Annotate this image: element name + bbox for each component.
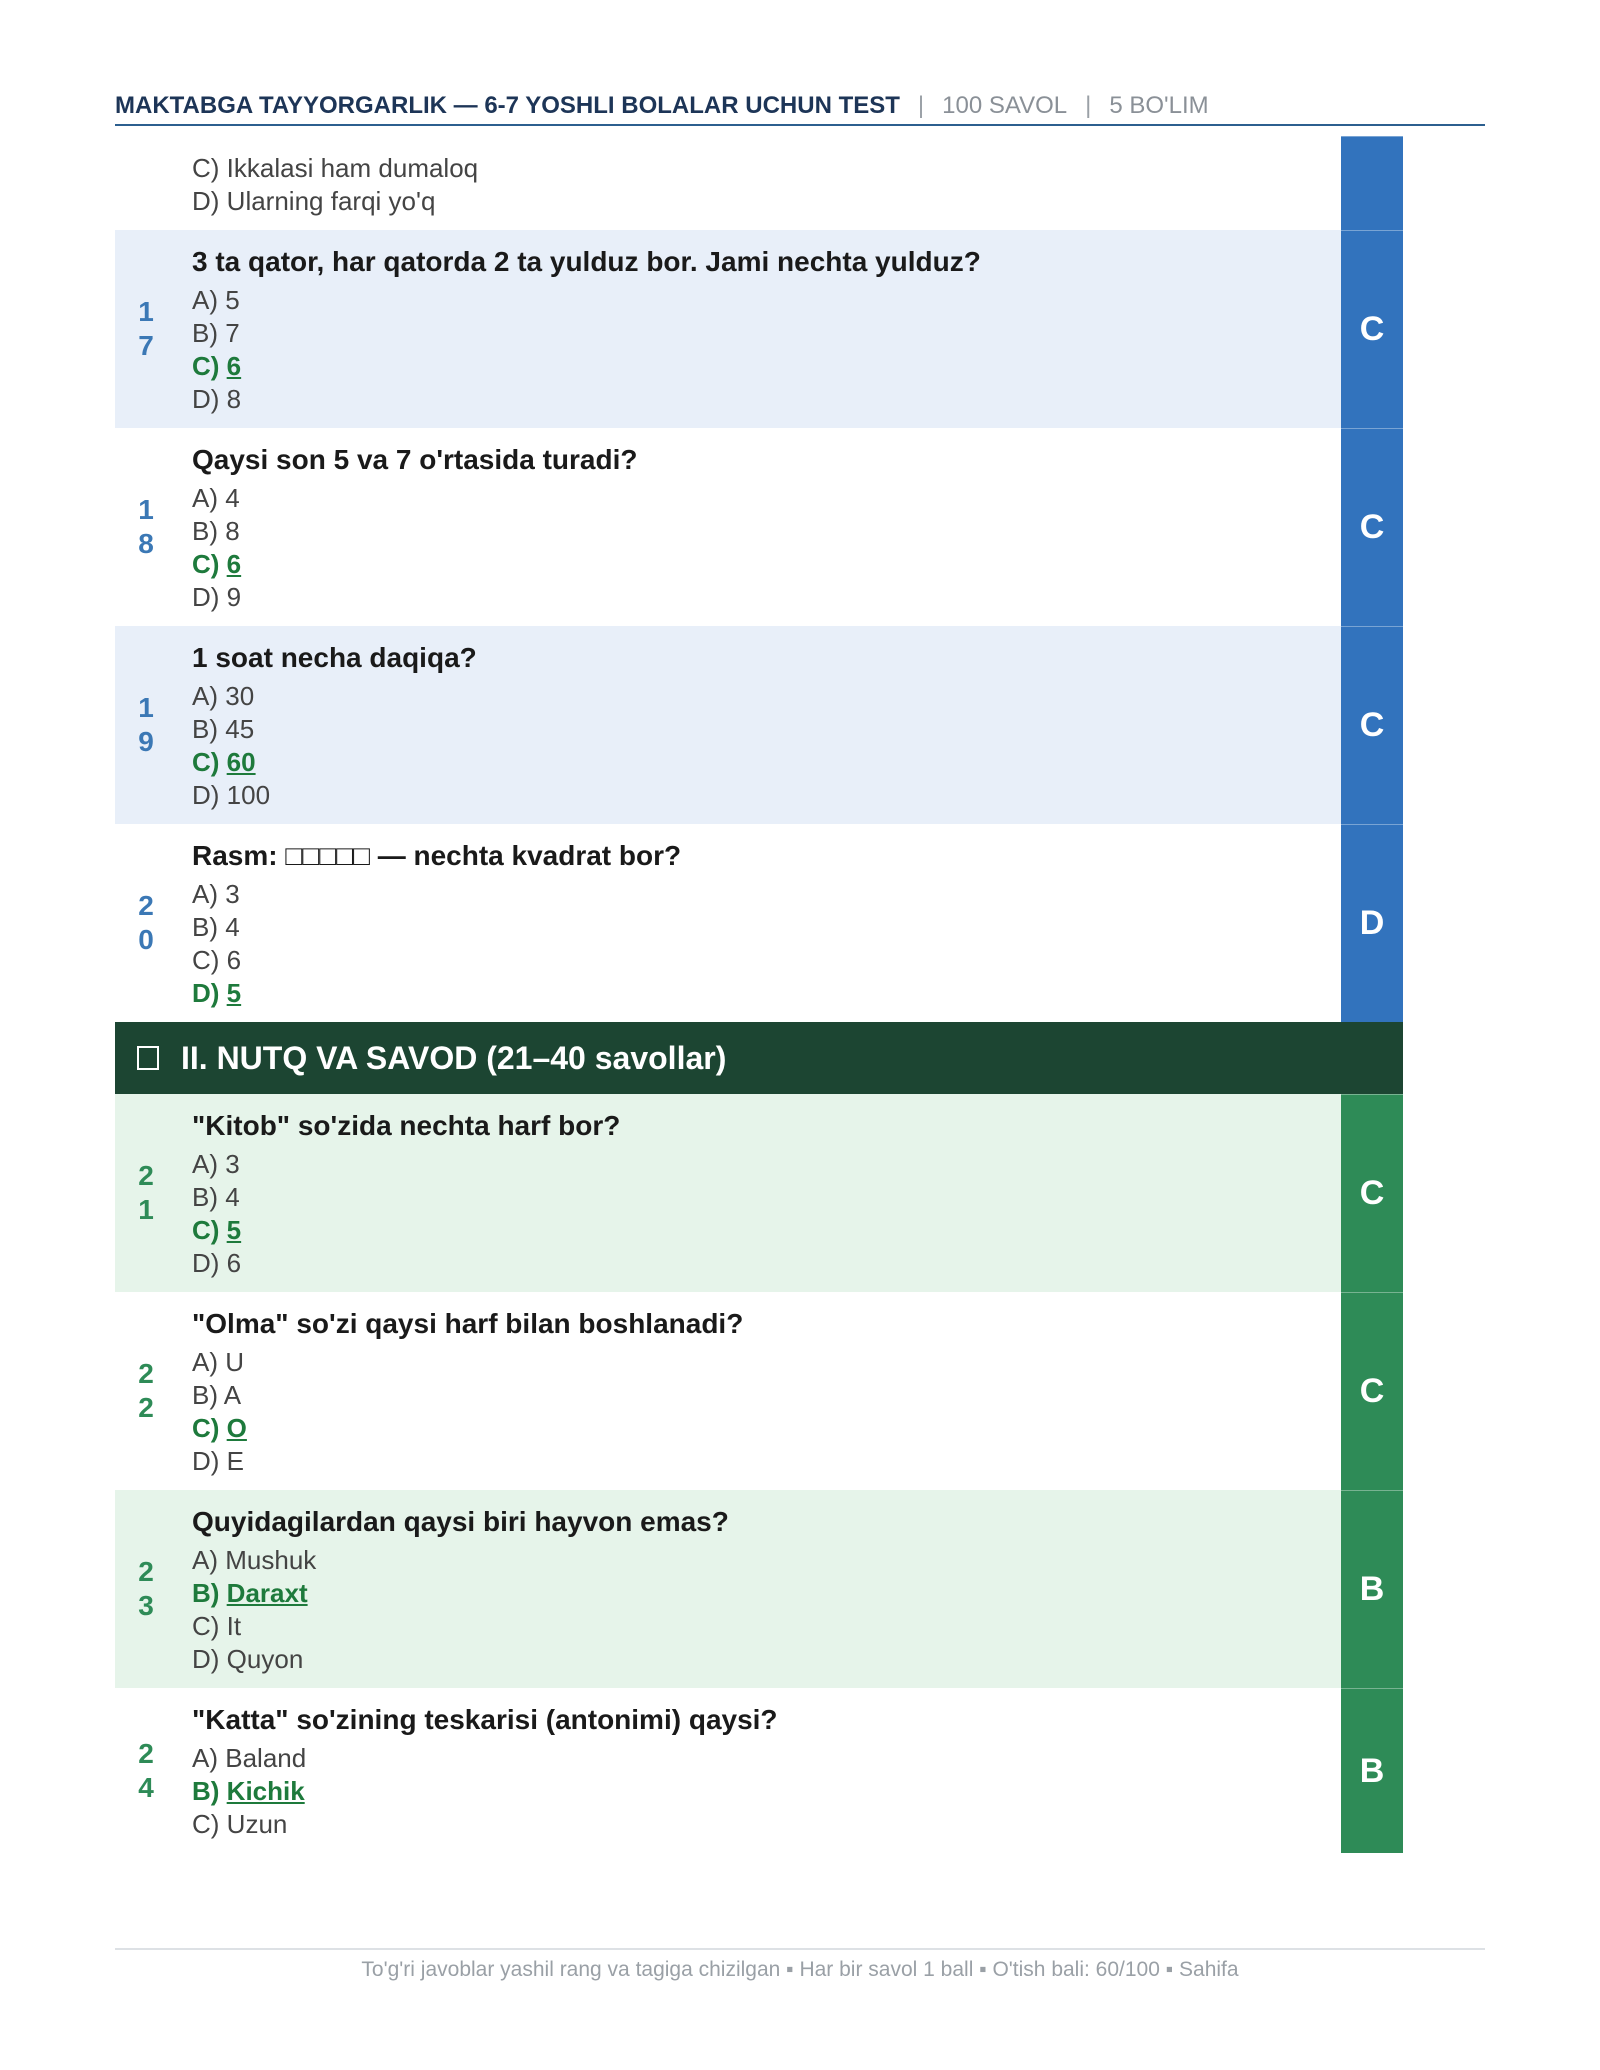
question-number: 2 3: [138, 1556, 154, 1621]
question-23: [115, 1490, 1403, 1688]
option: B) 4: [192, 912, 240, 942]
question-17: [115, 230, 1403, 428]
sections-count: 5 BO'LIM: [1109, 92, 1209, 119]
correct-option: B) Kichik: [192, 1776, 305, 1806]
question-text: "Katta" so'zining teskarisi (antonimi) qaysi?: [192, 1704, 778, 1735]
correct-option: C) 6: [192, 351, 242, 381]
question-number: 1 9: [138, 692, 154, 757]
answer-key: C: [1341, 1094, 1403, 1292]
question-text: Rasm: □□□□□ — nechta kvadrat bor?: [192, 840, 682, 871]
option: C) Ikkalasi ham dumaloq: [192, 153, 479, 183]
test-content: [115, 136, 1403, 1853]
question-number: 1 7: [138, 296, 154, 361]
option: D) 8: [192, 384, 242, 414]
document-title: MAKTABGA TAYYORGARLIK — 6-7 YOSHLI BOLALAR UCHUN TEST: [115, 92, 900, 119]
option: D) Quyon: [192, 1644, 304, 1674]
option: C) Uzun: [192, 1809, 288, 1839]
question-19: [115, 626, 1403, 824]
question-22: [115, 1292, 1403, 1490]
option: A) 3: [192, 1149, 240, 1179]
option: B) A: [192, 1380, 242, 1410]
page-footer: To'g'ri javoblar yashil rang va tagiga chizilgan ▪ Har bir savol 1 ball ▪ O'tish bali: 60/100 ▪ Sahifa: [115, 1948, 1485, 1982]
questions-count: 100 SAVOL: [942, 92, 1068, 119]
answer-key: [1341, 136, 1403, 230]
option: D) 9: [192, 582, 242, 612]
option: B) 4: [192, 1182, 240, 1212]
header-separator: |: [917, 92, 925, 119]
option: C) 6: [192, 945, 242, 975]
option: D) Ularning farqi yo'q: [192, 186, 436, 216]
question-16-continued: [115, 136, 1403, 230]
question-number: 2 4: [138, 1737, 154, 1803]
option: D) 100: [192, 780, 271, 810]
answer-key: D: [1341, 824, 1403, 1022]
question-number: 2 1: [138, 1160, 154, 1225]
checkbox-icon: [137, 1046, 159, 1070]
correct-option: D) 5: [192, 978, 242, 1008]
answer-key: B: [1341, 1490, 1403, 1688]
question-number: 1 8: [138, 494, 154, 559]
answer-key: C: [1341, 230, 1403, 428]
answer-key: C: [1341, 626, 1403, 824]
answer-key: C: [1341, 428, 1403, 626]
option: B) 45: [192, 714, 255, 744]
question-20: [115, 824, 1403, 1022]
question-text: Quyidagilardan qaysi biri hayvon emas?: [192, 1506, 729, 1537]
correct-option: C) 60: [192, 747, 256, 777]
option: A) 5: [192, 285, 240, 315]
option: A) 4: [192, 483, 240, 513]
answer-key: B: [1341, 1688, 1403, 1853]
option: A) Mushuk: [192, 1545, 317, 1575]
question-21: [115, 1094, 1403, 1292]
question-text: 1 soat necha daqiqa?: [192, 642, 477, 673]
section-heading: [115, 1022, 1403, 1094]
question-text: Qaysi son 5 va 7 o'rtasida turadi?: [192, 444, 638, 475]
option: D) E: [192, 1446, 245, 1476]
question-text: "Olma" so'zi qaysi harf bilan boshlanadi?: [192, 1308, 744, 1339]
option: B) 8: [192, 516, 240, 546]
option: A) U: [192, 1347, 245, 1377]
page-header: [115, 92, 1485, 126]
answer-key: C: [1341, 1292, 1403, 1490]
correct-option: C) 5: [192, 1215, 242, 1245]
question-text: 3 ta qator, har qatorda 2 ta yulduz bor. Jami nechta yulduz?: [192, 246, 981, 277]
option: A) Baland: [192, 1743, 307, 1773]
option: D) 6: [192, 1248, 242, 1278]
correct-option: C) 6: [192, 549, 242, 579]
option: A) 30: [192, 681, 255, 711]
question-18: [115, 428, 1403, 626]
header-separator: |: [1085, 92, 1092, 119]
question-24: [115, 1688, 1403, 1853]
option: A) 3: [192, 879, 240, 909]
correct-option: C) O: [192, 1413, 247, 1443]
option: C) It: [192, 1611, 242, 1641]
question-number: 2 0: [138, 890, 154, 955]
question-number: [115, 136, 177, 230]
correct-option: B) Daraxt: [192, 1578, 308, 1608]
question-number: 2 2: [138, 1358, 154, 1423]
section-title: II. NUTQ VA SAVOD (21–40 savollar): [181, 1039, 727, 1076]
option: B) 7: [192, 318, 240, 348]
question-text: "Kitob" so'zida nechta harf bor?: [192, 1110, 621, 1141]
